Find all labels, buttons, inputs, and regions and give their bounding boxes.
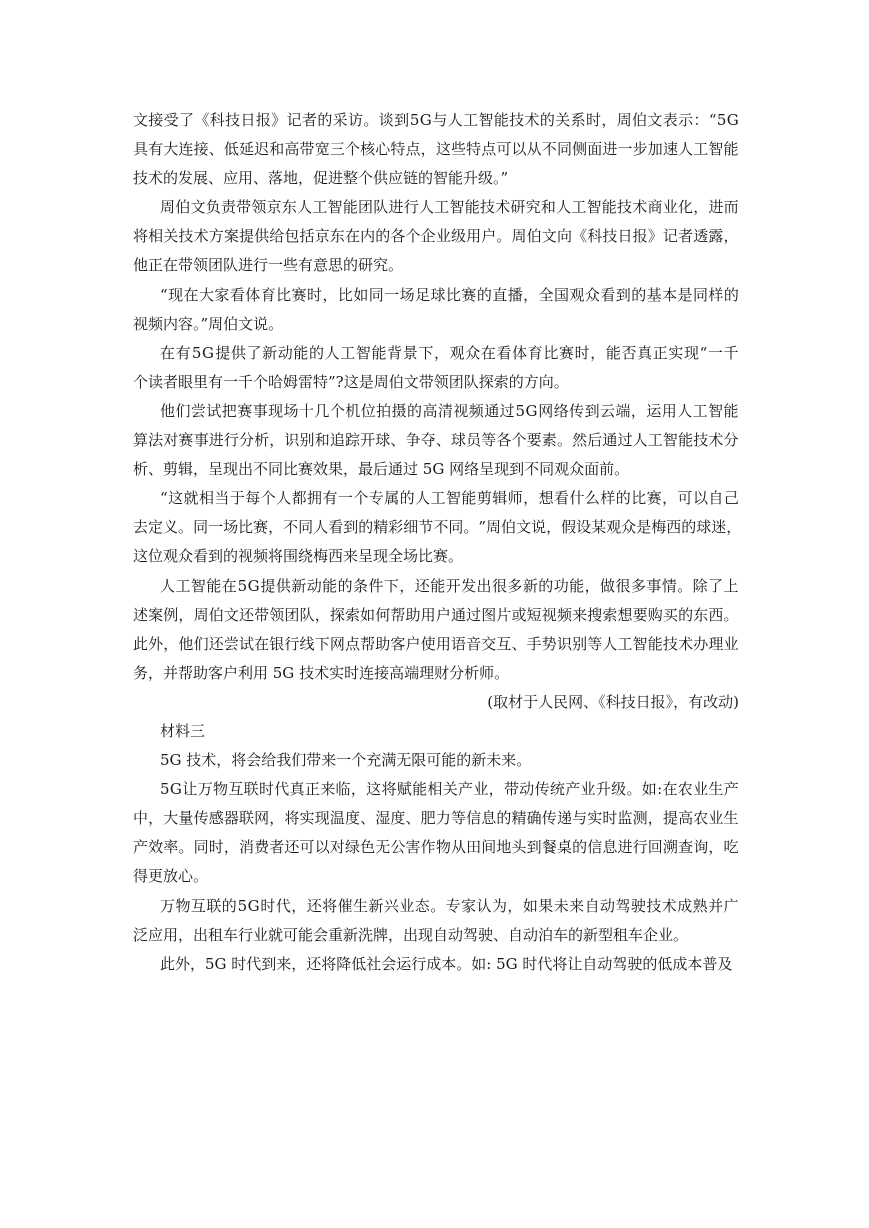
- text-line: 务，并帮助客户利用 5G 技术实时连接高端理财分析师。: [133, 663, 510, 682]
- text-line: 将 相 关 技 术 方 案 提 供 给 包 括 京 东 在 内 的 各 个 企 业 级 用 户 。 周 伯 文 向 《 科 技 日 报 》 记 者 透 露 ，: [133, 227, 739, 246]
- heading-material-three: [133, 717, 739, 746]
- source-note: [133, 688, 739, 717]
- text-line: “ 这 就 相 当 于 每 个 人 都 拥 有 一 个 专 属 的 人 工 智 能 剪 辑 师 ， 想 看 什 么 样 的 比 赛 ， 可 以 自 己: [160, 489, 739, 508]
- para-new-business: [133, 892, 739, 950]
- text-line: 在 有 5 G 提 供 了 新 动 能 的 人 工 智 能 背 景 下 ， 观 众 在 看 体 育 比 赛 时 ， 能 否 真 正 实 现 “ 一 千: [160, 343, 739, 362]
- para-sports-broadcast: [133, 281, 739, 339]
- text-line: 产 效 率 。 同 时 ， 消 费 者 还 可 以 对 绿 色 无 公 害 作 物 从 田 间 地 头 到 餐 桌 的 信 息 进 行 回 溯 查 询 ， 吃: [133, 838, 739, 857]
- text-line: 技术的发展、应用、落地，促进整个供应链的智能升级。”: [133, 169, 509, 188]
- para-new-functions: [133, 572, 739, 688]
- para-hamlet-question: [133, 339, 739, 397]
- text-line: 具 有 大 连 接 、 低 延 迟 和 高 带 宽 三 个 核 心 特 点 ， 这 些 特 点 可 以 从 不 同 侧 面 进 一 步 加 速 人 工 智 能: [133, 140, 739, 159]
- text-line: 去 定 义 。 同 一 场 比 赛 ， 不 同 人 看 到 的 精 彩 细 节 不 同 。 ” 周 伯 文 说 ， 假 设 某 观 众 是 梅 西 的 球 迷 ，: [133, 518, 742, 537]
- para-lower-costs: [133, 950, 739, 979]
- para-camera-analysis: [133, 397, 739, 484]
- text-line: 文 接 受 了 《 科 技 日 报 》 记 者 的 采 访 。 谈 到 5 G 与 人 工 智 能 技 术 的 关 系 时 ， 周 伯 文 表 示 ： “ 5 G: [133, 111, 739, 129]
- article-body: [133, 106, 742, 979]
- para-iot-agriculture: [133, 775, 739, 891]
- text-line: 这位观众看到的视频将围绕梅西来呈现全场比赛。: [133, 547, 464, 566]
- text-line: 析、剪辑，呈现出不同比赛效果，最后通过 5G 网络呈现到不同观众面前。: [133, 460, 630, 479]
- para-team-research: [133, 193, 739, 280]
- text-line: 万 物 互 联 的 5 G 时 代 ， 还 将 催 生 新 兴 业 态 。 专 家 认 为 ， 如 果 未 来 自 动 驾 驶 技 术 成 熟 并 广: [160, 896, 739, 915]
- text-line: 中 ， 大 量 传 感 器 联 网 ， 将 实 现 温 度 、 湿 度 、 肥 力 等 信 息 的 精 确 传 递 与 实 时 监 测 ， 提 高 农 业 生: [133, 809, 739, 828]
- text-line: 此外，5G 时代到来，还将降低社会运行成本。如: 5G 时代将让自动驾驶的低成本普及: [160, 954, 733, 973]
- text-line: 述 案 例 ， 周 伯 文 还 带 领 团 队 ， 探 索 如 何 帮 助 用 户 通 过 图 片 或 短 视 频 来 搜 索 想 要 购 买 的 东 西 。: [133, 605, 739, 624]
- text-line: 5G 技术，将会给我们带来一个充满无限可能的新未来。: [160, 751, 532, 770]
- text-line: (取材于人民网、《科技日报》，有改动): [487, 692, 739, 711]
- para-personal-editor: [133, 484, 742, 571]
- text-line: “ 现 在 大 家 看 体 育 比 赛 时 ， 比 如 同 一 场 足 球 比 赛 的 直 播 ， 全 国 观 众 看 到 的 基 本 是 同 样 的: [160, 285, 739, 304]
- text-line: 得更放心。: [133, 867, 209, 886]
- text-line: 个读者眼里有一千个哈姆雷特”?这是周伯文带领团队探索的方向。: [133, 372, 569, 391]
- text-line: 材料三: [160, 721, 206, 740]
- para-future: [133, 746, 739, 775]
- text-line: 视频内容。”周伯文说。: [133, 314, 284, 333]
- text-line: 他 们 尝 试 把 赛 事 现 场 十 几 个 机 位 拍 摄 的 高 清 视 频 通 过 5 G 网 络 传 到 云 端 ， 运 用 人 工 智 能: [160, 401, 739, 420]
- text-line: 人 工 智 能 在 5 G 提 供 新 动 能 的 条 件 下 ， 还 能 开 发 出 很 多 新 的 功 能 ， 做 很 多 事 情 。 除 了 上: [160, 576, 739, 595]
- text-line: 算 法 对 赛 事 进 行 分 析 ， 识 别 和 追 踪 开 球 、 争 夺 、 球 员 等 各 个 要 素 。 然 后 通 过 人 工 智 能 技 术 分: [133, 431, 739, 450]
- text-line: 此 外 ， 他 们 还 尝 试 在 银 行 线 下 网 点 帮 助 客 户 使 用 语 音 交 互 、 手 势 识 别 等 人 工 智 能 技 术 办 理 业: [133, 634, 739, 653]
- text-line: 周 伯 文 负 责 带 领 京 东 人 工 智 能 团 队 进 行 人 工 智 能 技 术 研 究 和 人 工 智 能 技 术 商 业 化 ， 进 而: [160, 198, 739, 217]
- para-interview-quote: [133, 106, 739, 193]
- text-line: 他正在带领团队进行一些有意思的研究。: [133, 256, 404, 275]
- text-line: 泛应用，出租车行业就可能会重新洗牌，出现自动驾驶、自动泊车的新型租车企业。: [133, 925, 689, 944]
- text-line: 5 G 让 万 物 互 联 时 代 真 正 来 临 ， 这 将 赋 能 相 关 产 业 ， 带 动 传 统 产 业 升 级 。 如 : 在 农 业 生 产: [160, 780, 739, 799]
